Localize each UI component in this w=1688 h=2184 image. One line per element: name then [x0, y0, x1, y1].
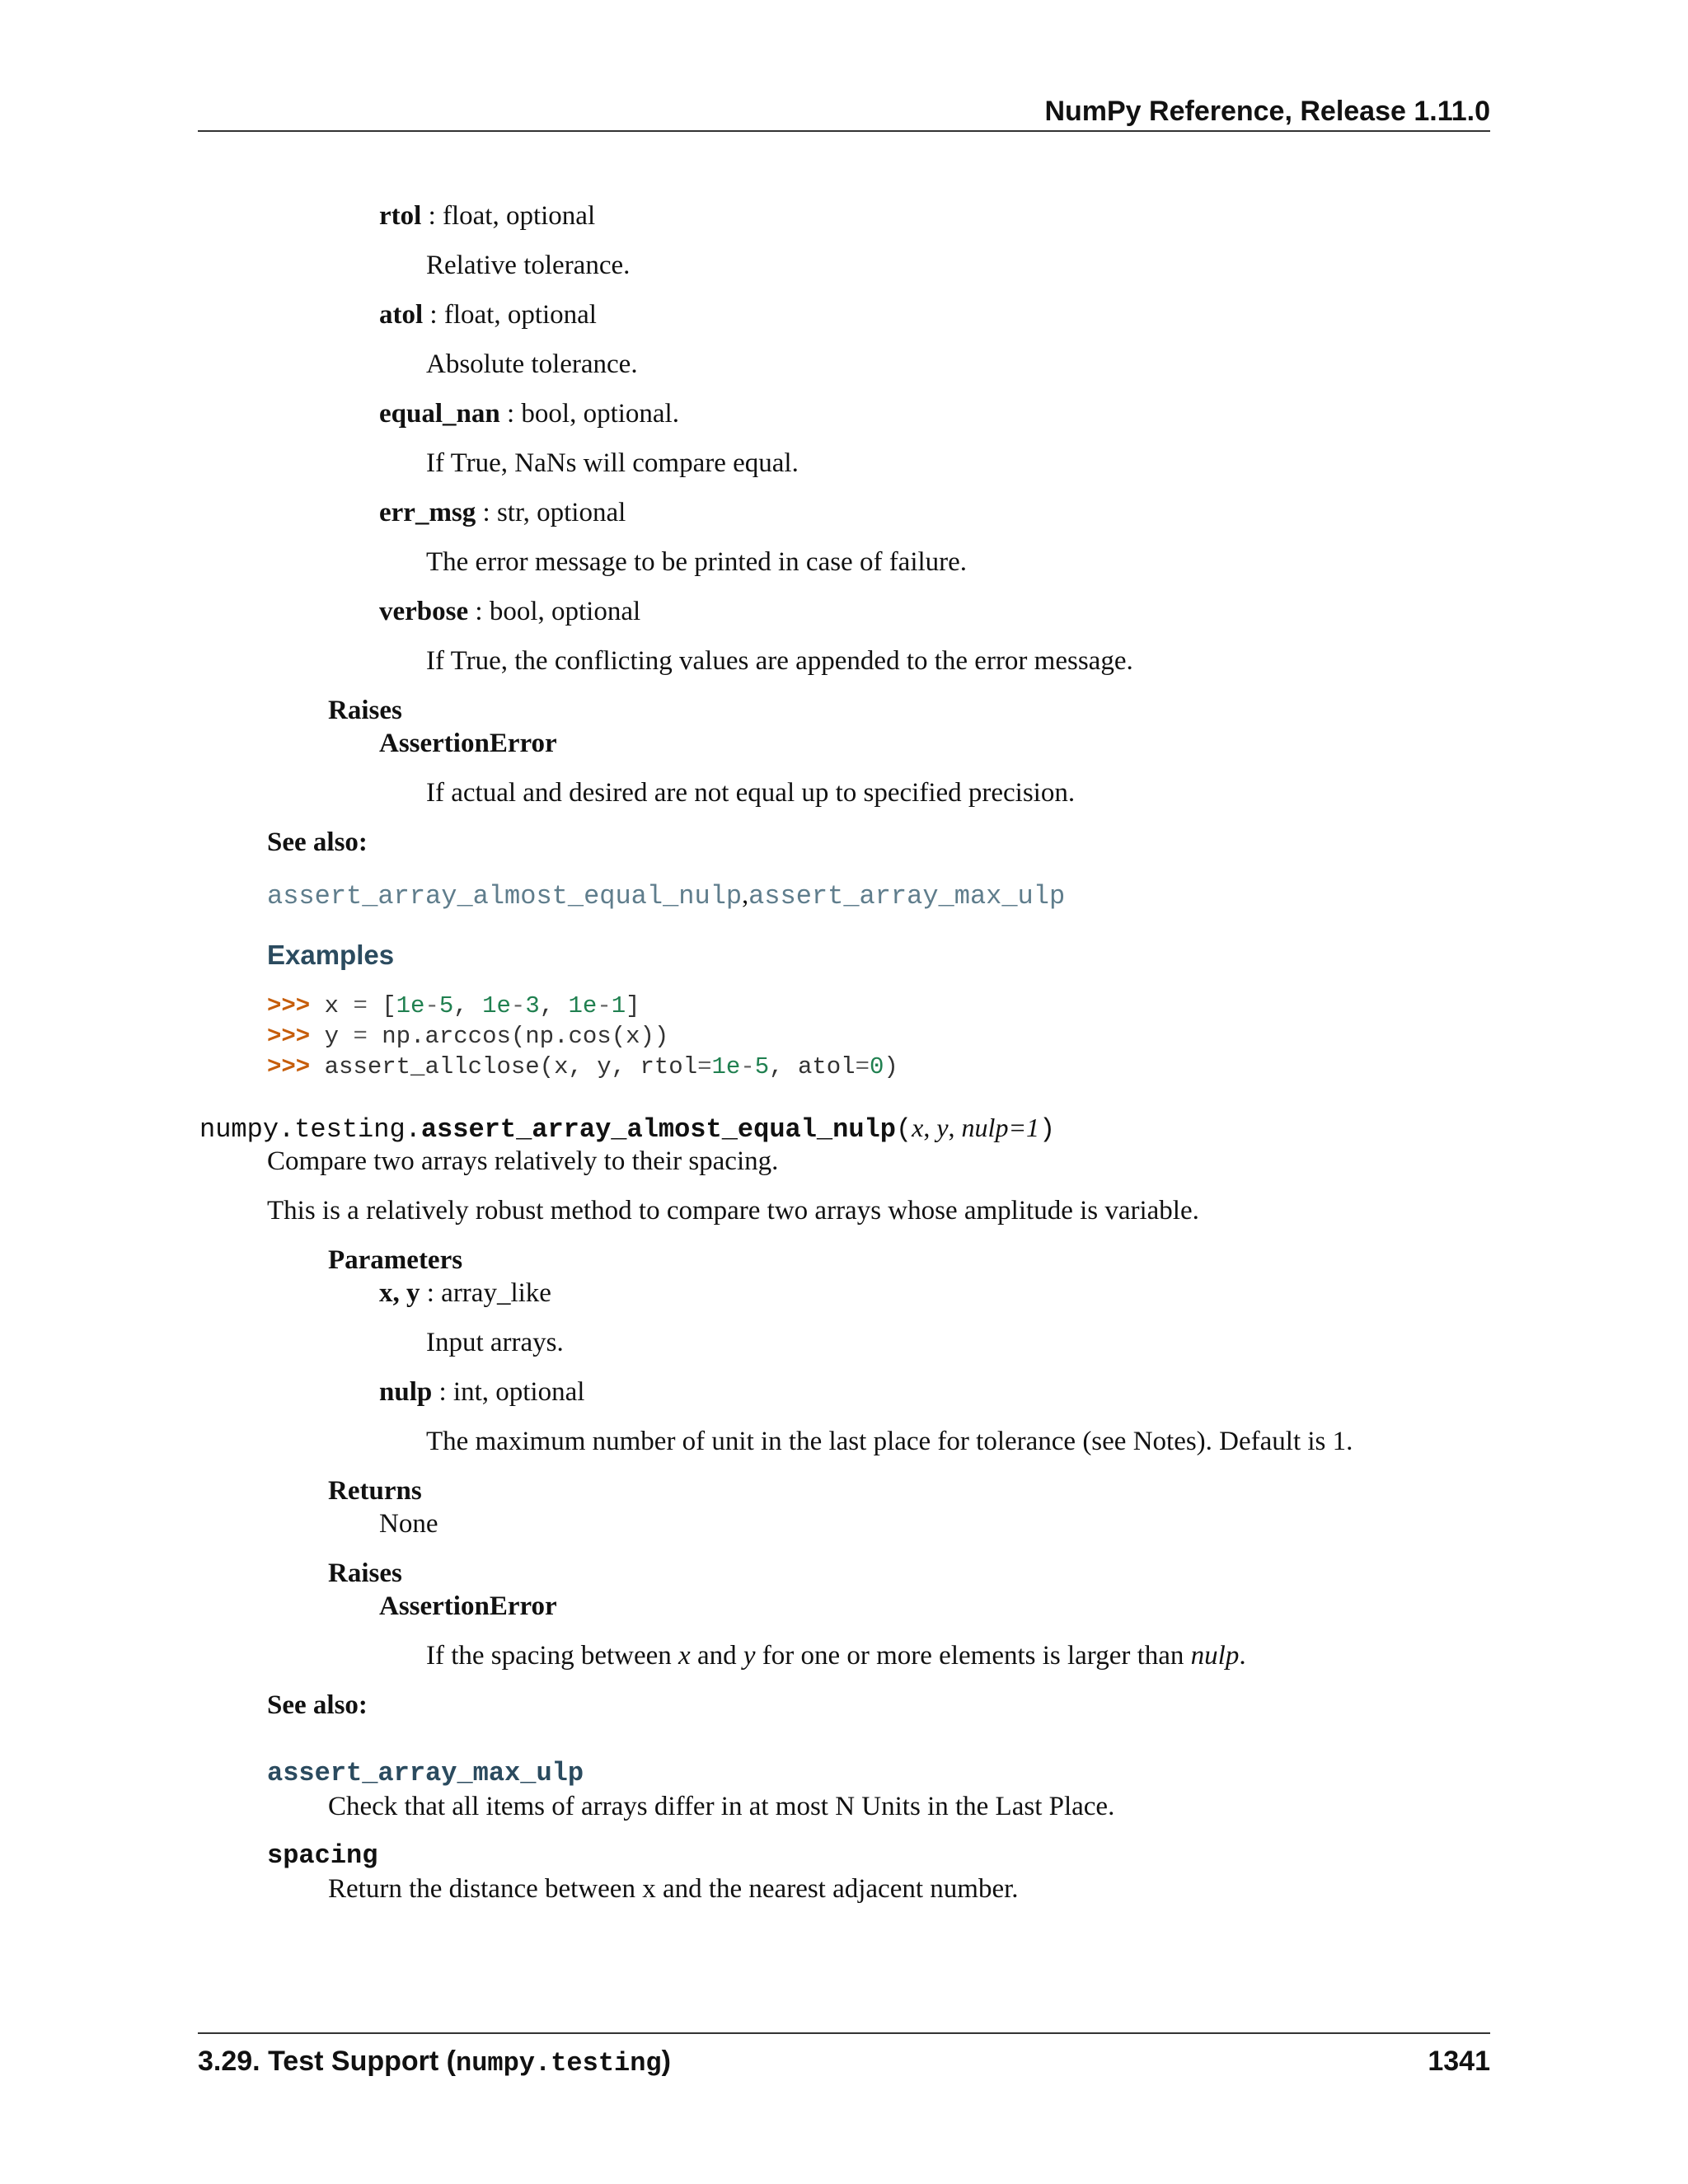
code-text: ] [626, 992, 640, 1019]
param-desc: Absolute tolerance. [426, 349, 638, 379]
code-text: [ [367, 992, 396, 1019]
sig-arg-x: x [912, 1113, 924, 1142]
function-signature [199, 1114, 1055, 1143]
sig-close-paren: ) [1039, 1114, 1056, 1145]
param-desc: If True, the conflicting values are appended to the error message. [426, 646, 1133, 676]
param-sep: : [421, 201, 443, 231]
text-run: y [743, 1641, 756, 1671]
see-also-heading: See also: [267, 827, 368, 857]
see-also-spacing: spacing [267, 1840, 378, 1871]
sig-comma: , [948, 1113, 962, 1142]
code-text: assert_allclose(x, y, rtol [310, 1053, 698, 1080]
sig-arg-nulp: nulp=1 [961, 1113, 1040, 1142]
param-name: nulp [379, 1377, 433, 1407]
text-run: and [690, 1641, 743, 1671]
footer-rule [198, 2032, 1490, 2034]
code-text: , atol [769, 1053, 856, 1080]
header-rule [198, 130, 1490, 132]
parameters-heading: Parameters [328, 1245, 463, 1275]
code-num: 1e [711, 1053, 741, 1080]
see-also-desc: Return the distance between x and the nearest adjacent number. [328, 1874, 1019, 1904]
text-run: . [1239, 1641, 1246, 1671]
param-sep: : [420, 1278, 442, 1308]
param-type: str, optional [496, 498, 626, 527]
code-prompt: >>> [267, 1053, 311, 1080]
code-text: np.arccos(np.cos(x)) [367, 1023, 669, 1050]
code-line-1 [267, 994, 640, 1018]
raises-exception-name: AssertionError [379, 729, 557, 758]
param-type: bool, optional. [521, 399, 679, 429]
param-sep: : [499, 399, 522, 429]
text-run: x [678, 1641, 691, 1671]
footer-page-number: 1341 [1428, 2046, 1490, 2077]
code-num: 0 [869, 1053, 884, 1080]
param-type: array_like [441, 1278, 551, 1308]
function-name: assert_array_almost_equal_nulp [420, 1114, 896, 1145]
code-text: x [310, 992, 354, 1019]
raises-exception-name: AssertionError [379, 1591, 557, 1621]
param-desc: If True, NaNs will compare equal. [426, 448, 799, 478]
see-also-link-max-ulp[interactable]: assert_array_max_ulp [748, 881, 1066, 912]
param-desc: Input arrays. [426, 1328, 564, 1357]
param-sep: : [432, 1377, 453, 1407]
code-num: 5 [438, 992, 454, 1019]
param-type: float, optional [443, 300, 597, 330]
code-num: 1e [482, 992, 511, 1019]
param-desc: The error message to be printed in case of failure. [426, 547, 968, 577]
raises-heading: Raises [328, 696, 402, 725]
see-also-heading: See also: [267, 1690, 368, 1720]
sig-comma: , [923, 1113, 937, 1142]
function-module: numpy.testing. [199, 1114, 421, 1145]
sig-arg-y: y [936, 1113, 949, 1142]
code-num: 1e [396, 992, 425, 1019]
code-text: y [310, 1023, 354, 1050]
param-type: float, optional [442, 201, 596, 231]
returns-heading: Returns [328, 1476, 422, 1506]
param-type: int, optional [452, 1377, 585, 1407]
param-name: x, y [379, 1278, 420, 1308]
returns-value: None [379, 1509, 438, 1539]
param-sep: : [468, 597, 490, 626]
footer-section-text: 3.29. Test Support ( [198, 2046, 456, 2077]
code-op: = [697, 1053, 712, 1080]
see-also-comma: , [742, 879, 749, 909]
footer-close-paren: ) [661, 2046, 671, 2077]
raises-description [426, 1643, 1246, 1670]
code-num: 1e [568, 992, 598, 1019]
code-text: , [453, 992, 483, 1019]
see-also-link-nulp[interactable]: assert_array_almost_equal_nulp [267, 881, 743, 912]
param-name: atol [379, 300, 424, 330]
code-line-3 [267, 1055, 898, 1079]
param-name: equal_nan [379, 399, 500, 429]
text-run: nulp [1190, 1641, 1240, 1671]
param-name: verbose [379, 597, 469, 626]
see-also-desc: Check that all items of arrays differ in at most N Units in the Last Place. [328, 1792, 1115, 1821]
code-text: , [539, 992, 569, 1019]
code-op: - [424, 992, 439, 1019]
param-name: rtol [379, 201, 422, 231]
code-op: = [855, 1053, 870, 1080]
function-description: This is a relatively robust method to compare two arrays whose amplitude is variable. [267, 1196, 1199, 1226]
code-prompt: >>> [267, 992, 311, 1019]
param-sep: : [423, 300, 444, 330]
text-run: If the spacing between [426, 1641, 679, 1671]
code-prompt: >>> [267, 1023, 311, 1050]
see-also-link-max-ulp[interactable]: assert_array_max_ulp [267, 1758, 584, 1788]
running-header-title: NumPy Reference, Release 1.11.0 [1044, 96, 1490, 127]
sig-open-paren: ( [895, 1114, 912, 1145]
code-num: 1 [611, 992, 626, 1019]
param-sep: : [476, 498, 497, 527]
param-name: err_msg [379, 498, 476, 527]
function-summary: Compare two arrays relatively to their spacing. [267, 1146, 779, 1176]
footer-module: numpy.testing [455, 2048, 662, 2079]
code-op: - [510, 992, 526, 1019]
param-desc: Relative tolerance. [426, 251, 631, 280]
code-num: 3 [525, 992, 540, 1019]
code-op: = [353, 1023, 368, 1050]
code-op: - [740, 1053, 755, 1080]
see-also-links [267, 881, 1065, 910]
examples-heading: Examples [267, 940, 395, 970]
code-op: = [353, 992, 368, 1019]
raises-heading: Raises [328, 1558, 402, 1588]
text-run: for one or more elements is larger than [755, 1641, 1191, 1671]
raises-description: If actual and desired are not equal up to specified precision. [426, 778, 1076, 808]
code-num: 5 [754, 1053, 770, 1080]
code-text: ) [884, 1053, 898, 1080]
code-op: - [597, 992, 612, 1019]
param-desc: The maximum number of unit in the last place for tolerance (see Notes). Default is 1. [426, 1427, 1353, 1456]
code-line-2 [267, 1024, 668, 1048]
footer-section [198, 2047, 671, 2077]
param-type: bool, optional [489, 597, 641, 626]
